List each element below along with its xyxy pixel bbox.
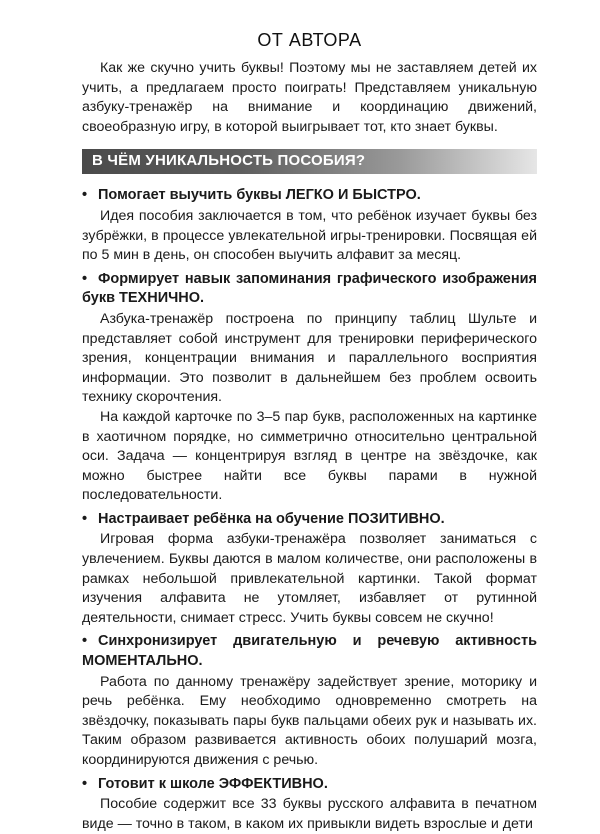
feature-paragraph: Работа по данному тренажёру задействует зрение, моторику и речь ребёнка. Ему необходимо одновременно смотреть на звёздочку, показывать пары букв пальцами обеих рук и называть их. Таким образом развивается активность обоих полушарий мозга, координируются движения с речью. [82, 673, 537, 768]
feature-title: Формирует навык запоминания графического изображения букв ТЕХНИЧНО. [82, 270, 537, 307]
feature-paragraph: Идея пособия заключается в том, что ребёнок изучает буквы без зубрёжки, в процессе увлекательной игры-тренировки. Посвящая ей по 5 мин в день, он способен выучить алфавит за месяц. [82, 207, 537, 264]
bullet-icon: • [82, 775, 88, 792]
feature-title: Настраивает ребёнка на обучение ПОЗИТИВНО. [98, 510, 445, 527]
feature-paragraph: На каждой карточке по 3–5 пар букв, расположенных на картинке в хаотичном порядке, но симметрично относительно центральной оси. Задача — концентрируя взгляд в центре на звёздочке, как можно быстрее найти все буквы парами в нужной последовательности. [82, 408, 537, 504]
feature-point-4 [82, 632, 537, 671]
feature-paragraph: Азбука-тренажёр построена по принципу таблиц Шульте и представляет собой инструмент для тренировки периферического зрения, концентрации внимания и параллельного восприятия информации. Это позволит в дальнейшем без проблем освоить технику скорочтения. [82, 310, 537, 406]
feature-paragraph: Игровая форма азбуки-тренажёра позволяет заниматься с увлечением. Буквы даются в малом количестве, они расположены в рамках небольшой привлекательной картинки. Такой формат изучения алфавита не утомляет, избавляет от рутинной деятельности, снимает стресс. Учить буквы совсем не скучно! [82, 531, 537, 626]
page-content [82, 30, 537, 834]
feature-point-5 [82, 775, 537, 795]
feature-point-3 [82, 510, 537, 530]
bullet-icon: • [82, 510, 88, 527]
feature-point-2 [82, 270, 537, 309]
bullet-icon: • [82, 270, 88, 287]
bullet-icon: • [82, 633, 88, 650]
page-title: ОТ АВТОРА [257, 30, 362, 50]
feature-title: Помогает выучить буквы ЛЕГКО И БЫСТРО. [98, 187, 421, 204]
section-banner-title: В ЧЁМ УНИКАЛЬНОСТЬ ПОСОБИЯ? [92, 152, 366, 170]
bullet-icon: • [82, 187, 88, 204]
intro-paragraph: Как же скучно учить буквы! Поэтому мы не заставляем детей их учить, а предлагаем просто поиграть! Представляем уникальную азбуку-тренажёр на внимание и координацию движений, своеобразную игру, в которой выигрывает тот, кто знает буквы. [82, 60, 537, 135]
section-banner [82, 149, 537, 174]
feature-title: Готовит к школе ЭФФЕКТИВНО. [98, 775, 328, 792]
feature-point-1 [82, 186, 537, 206]
feature-paragraph: Пособие содержит все 33 буквы русского алфавита в печатном виде — точно в таком, в каком их привыкли видеть взрослые и дети [82, 796, 537, 832]
feature-title: Синхронизирует двигательную и речевую активность МОМЕНТАЛЬНО. [82, 633, 537, 670]
